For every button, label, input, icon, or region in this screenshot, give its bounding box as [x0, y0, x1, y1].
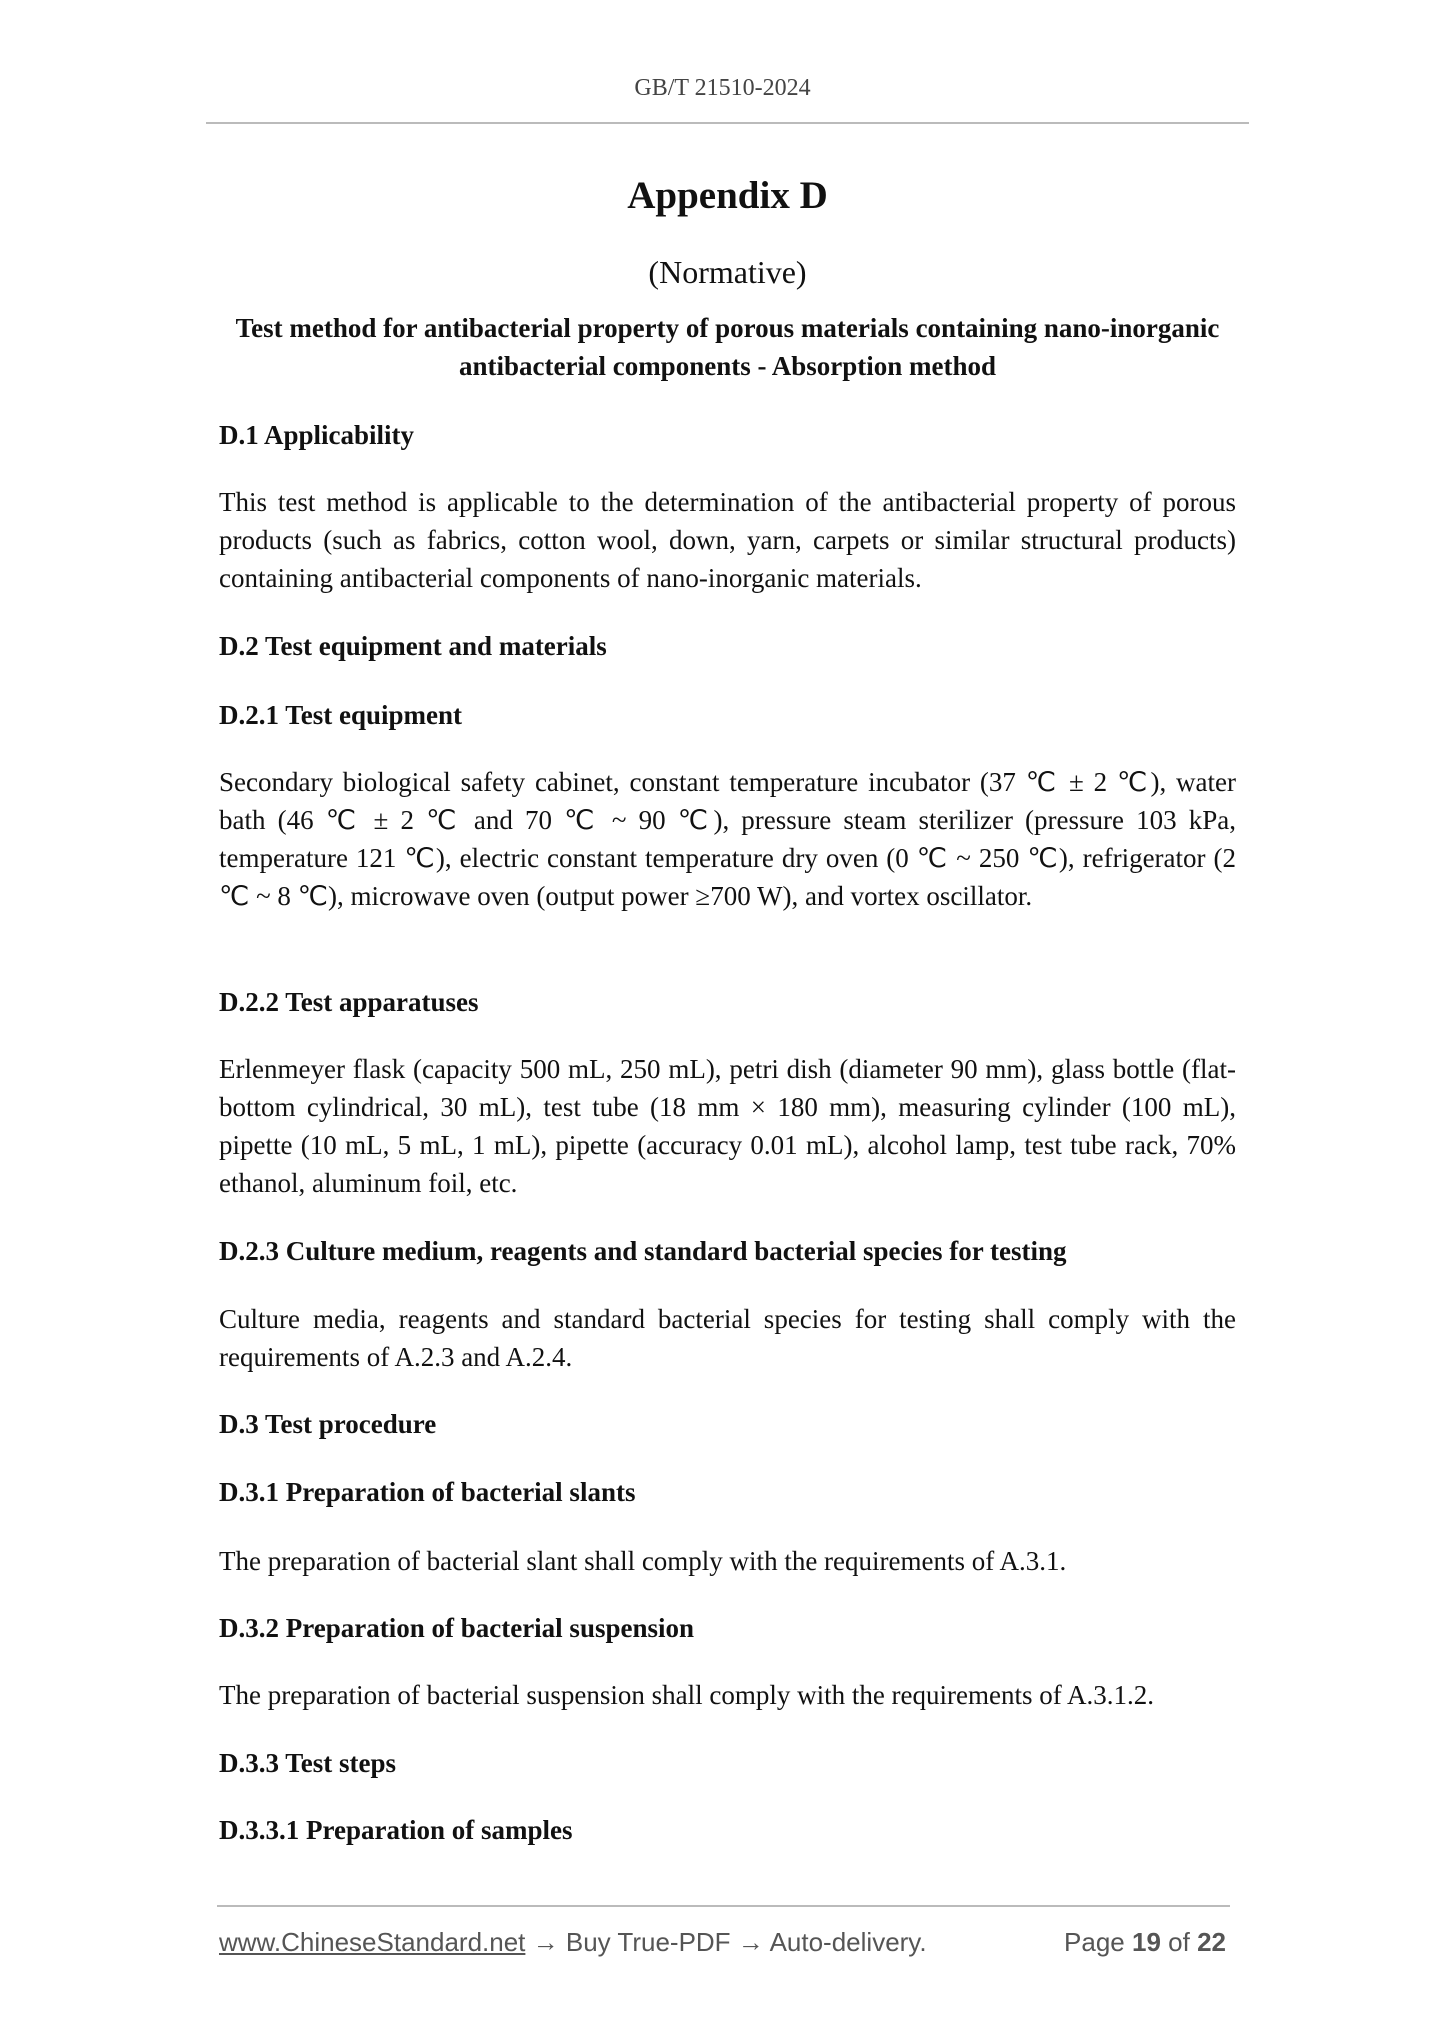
- appendix-subtitle: Test method for antibacterial property of porous materials containing nano-inorganic antibacterial components - Absorption method: [235, 313, 1220, 381]
- section-heading: D.2.2 Test apparatuses: [219, 987, 479, 1017]
- page-indicator: [1064, 1926, 1226, 1958]
- footer-promo: [219, 1926, 927, 1958]
- total-pages: 22: [1197, 1927, 1226, 1957]
- section-heading: D.3.3.1 Preparation of samples: [219, 1815, 573, 1845]
- section-heading: D.2.1 Test equipment: [219, 700, 463, 730]
- of-label: of: [1168, 1927, 1190, 1957]
- paragraph: This test method is applicable to the determination of the antibacterial property of porous products (such as fabrics, cotton wool, down, yarn, carpets or similar structural products) containing antibacterial components of nano-inorganic materials.: [219, 487, 1236, 593]
- section-heading: D.3.1 Preparation of bacterial slants: [219, 1477, 636, 1507]
- footer: [219, 1926, 1226, 1958]
- section-heading: D.3.2 Preparation of bacterial suspension: [219, 1613, 695, 1643]
- section-heading: D.2.3 Culture medium, reagents and standard bacterial species for testing: [219, 1236, 1067, 1266]
- page-number: 19: [1132, 1927, 1161, 1957]
- section-heading: D.1 Applicability: [219, 420, 415, 450]
- page-label: Page: [1064, 1927, 1125, 1957]
- footer-divider: [217, 1905, 1230, 1907]
- appendix-status: (Normative): [648, 254, 807, 290]
- document-id-header: GB/T 21510-2024: [634, 75, 811, 101]
- paragraph: Erlenmeyer flask (capacity 500 mL, 250 mL), petri dish (diameter 90 mm), glass bottle (flat-bottom cylindrical, 30 mL), test tube (18 mm × 180 mm), measuring cylinder (100 mL), pipette (10 mL, 5 mL, 1 mL), pipette (accuracy 0.01 mL), alcohol lamp, test tube rack, 70% ethanol, aluminum foil, etc.: [219, 1054, 1236, 1198]
- footer-promo-text: → Buy True-PDF → Auto-delivery.: [525, 1927, 927, 1957]
- header-divider: [206, 122, 1249, 124]
- section-heading: D.3 Test procedure: [219, 1409, 437, 1439]
- section-heading: D.3.3 Test steps: [219, 1748, 397, 1778]
- paragraph: The preparation of bacterial suspension shall comply with the requirements of A.3.1.2.: [219, 1680, 1155, 1710]
- paragraph: The preparation of bacterial slant shall comply with the requirements of A.3.1.: [219, 1546, 1067, 1576]
- appendix-title: Appendix D: [627, 174, 828, 217]
- paragraph: Secondary biological safety cabinet, constant temperature incubator (37 ℃ ± 2 ℃), water bath (46 ℃ ± 2 ℃ and 70 ℃ ~ 90 ℃), pressure steam sterilizer (pressure 103 kPa, temperature 121 ℃), electric constant temperature dry oven (0 ℃ ~ 250 ℃), refrigerator (2 ℃ ~ 8 ℃), microwave oven (output power ≥700 W), and vortex oscillator.: [219, 767, 1236, 911]
- paragraph: Culture media, reagents and standard bacterial species for testing shall comply with the requirements of A.2.3 and A.2.4.: [219, 1304, 1236, 1372]
- section-heading: D.2 Test equipment and materials: [219, 631, 607, 661]
- website-link[interactable]: www.ChineseStandard.net: [219, 1927, 526, 1957]
